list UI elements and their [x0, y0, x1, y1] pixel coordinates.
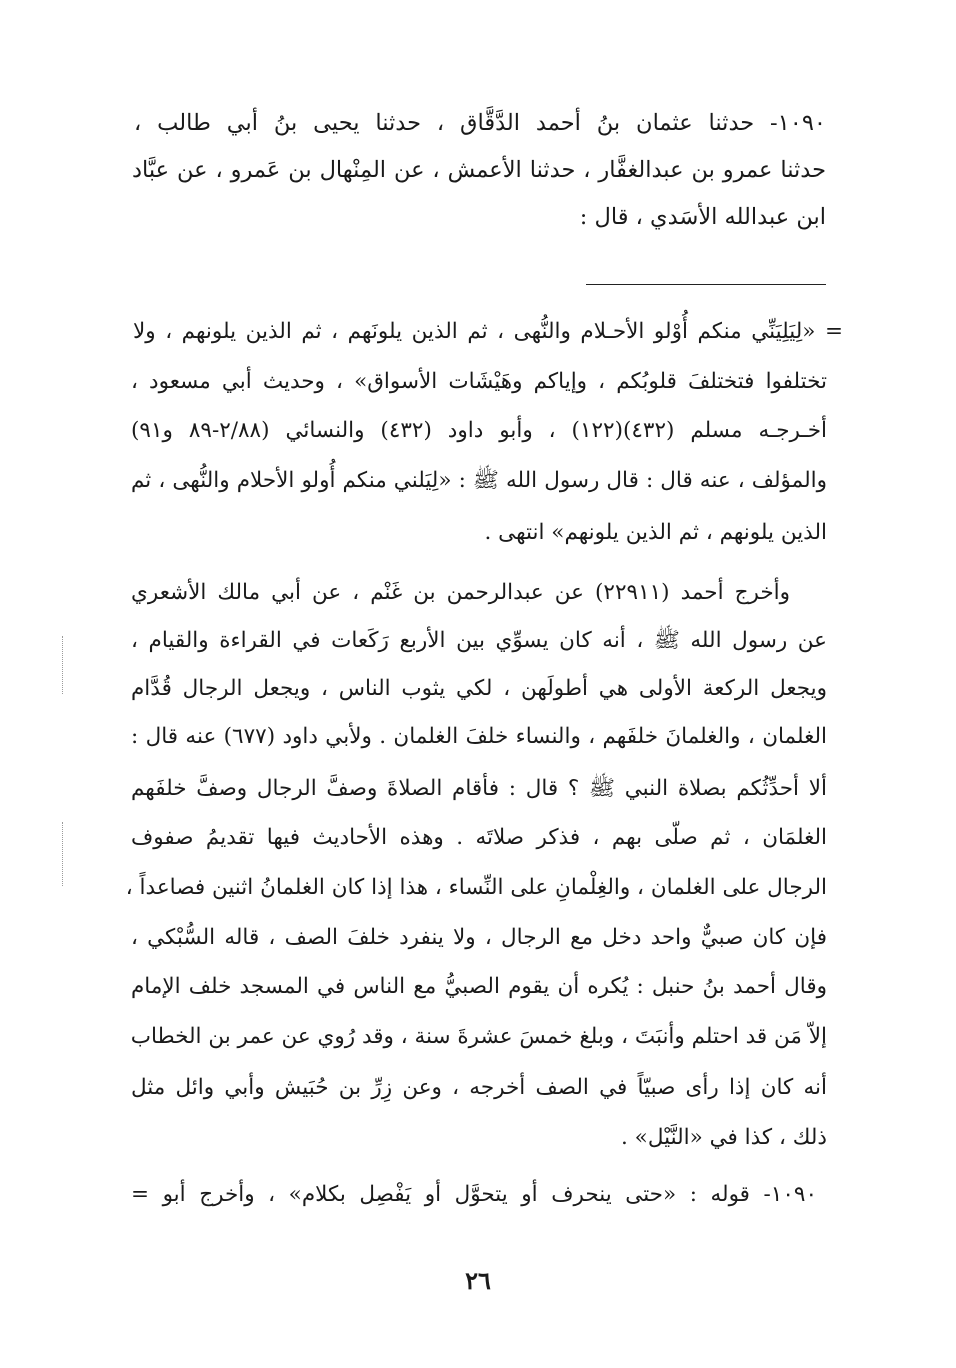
commentary-line: ألا أحدِّثُكم بصلاة النبي ﷺ ؟ قال : فأقام الصلاةَ وصفَّ الرجال وصفَّ خلفَهم — [131, 776, 827, 801]
commentary-line: عن رسول الله ﷺ ، أنه كان يسوِّي بين الأربع رَكَعات في القراءة والقيام ، — [131, 628, 827, 653]
scan-artifact — [62, 636, 63, 694]
next-note-line: ١٠٩٠- قوله : «حتى ينحرف أو يتحوَّل أو يَفْصِل بكلام» ، وأخرج أبو = — [131, 1182, 817, 1207]
commentary-line: وأخرج أحمد (٢٢٩١١) عن عبدالرحمن بن غَنْم ، عن أبي مالك الأشعري — [131, 580, 790, 605]
page-number: ٢٦ — [465, 1266, 491, 1295]
commentary-line: الرجال على الغلمان ، والغِلْمانِ على النِّساء ، هذا إذا كان الغلمانُ اثنين فصاعداً ، — [125, 875, 827, 900]
hadith-line: ابن عبدالله الأسَدي ، قال : — [579, 204, 826, 230]
footnote-line: = «لِيَلِيَنِّي منكم أُوْلو الأحـلام والنُّهى ، ثم الذين يلونَهم ، ثم الذين يلونهم ، ولا — [133, 319, 843, 344]
scan-artifact — [62, 822, 63, 886]
hadith-line: ١٠٩٠- حدثنا عثمان بنُ أحمد الدَّقَّاق ، حدثنا يحيى بنُ أبي طالب ، — [134, 110, 826, 136]
commentary-line: الغلمَان ، ثم صلّى بهم ، فذكر صلاتَه . وهذه الأحاديث فيها تقديمُ صفوف — [131, 825, 827, 850]
commentary-line: ذلك ، كذا في «النَّيْل» . — [621, 1125, 827, 1150]
commentary-line: أنه كان إذا رأى صبيّاً في الصف أخرجه ، وعن زِرِّ بن حُبَيش وأبي وائل مثل — [131, 1075, 827, 1100]
footnote-separator — [586, 284, 826, 285]
footnote-line: تختلفوا فتختلفَ قلوبُكم ، وإياكم وهَيْشَات الأسواق» ، وحديث أبي مسعود ، — [131, 369, 827, 394]
commentary-line: وقال أحمد بنُ حنبل : يُكره أن يقوم الصبيُّ مع الناس في المسجد خلف الإمام — [131, 974, 827, 999]
commentary-line: إلاّ مَن قد احتلم وأنبَتَ ، وبلغ خمسَ عشرةَ سنة ، وقد رُوي عن عمر بن الخطاب — [130, 1024, 827, 1049]
commentary-line: فإن كان صبيٌّ واحد دخل مع الرجال ، ولا ينفرد خلفَ الصف ، قاله السُّبْكي ، — [131, 925, 827, 950]
footnote-line: أخـرجـه مسلم (٤٣٢)(١٢٢) ، وأبو داود (٤٣٢) والنسائي (٢/٨٨-٨٩ و٩١) — [131, 418, 827, 443]
commentary-line: ويجعل الركعة الأولى هي أطولَهن ، لكي يثوب الناس ، ويجعل الرجال قُدَّام — [131, 676, 827, 701]
footnote-line: الذين يلونهم ، ثم الذين يلونهم» انتهى . — [484, 520, 827, 545]
commentary-line: الغلمان ، والغلمانَ خلفَهم ، والنساء خلفَ الغلمان . ولأبي داود (٦٧٧) عنه قال : — [131, 724, 827, 749]
footnote-line: والمؤلف ، عنه قال : قال رسول الله ﷺ : «لِيَلني منكم أُولو الأحلام والنُّهى ، ثم — [131, 468, 827, 493]
hadith-line: حدثنا عمرو بن عبدالغفَّار ، حدثنا الأعمش ، عن المِنْهال بن عَمرو ، عن عبَّاد — [132, 157, 826, 183]
